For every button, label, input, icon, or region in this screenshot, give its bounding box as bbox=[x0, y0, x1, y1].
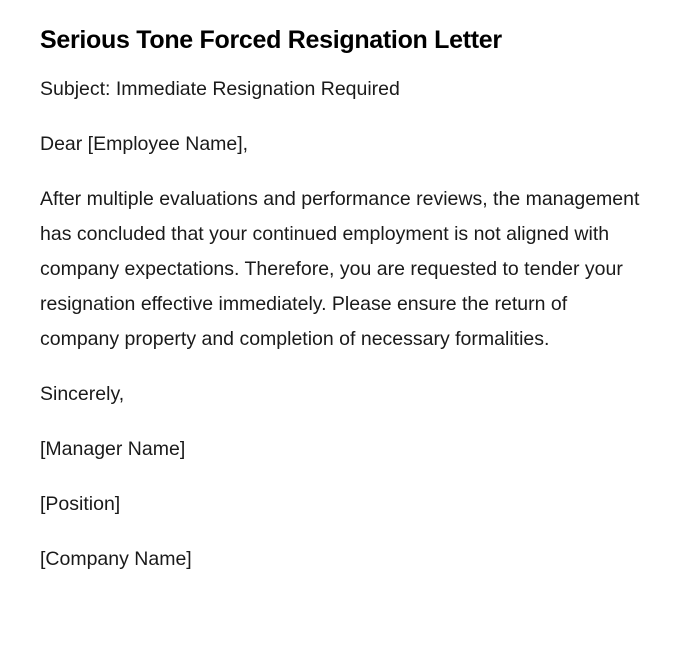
page-title: Serious Tone Forced Resignation Letter bbox=[40, 26, 502, 54]
body-paragraph: After multiple evaluations and performance reviews, the management has concluded that your continued employment is not aligned with company expectations. Therefore, you are requested to tender your resignation effective immediately. Please ensure the return of company property and completion of necessary formalities. bbox=[40, 188, 640, 350]
greeting: Dear [Employee Name], bbox=[40, 133, 249, 155]
closing: Sincerely, bbox=[40, 383, 125, 405]
company-name: [Company Name] bbox=[40, 548, 192, 570]
subject-line: Subject: Immediate Resignation Required bbox=[40, 78, 400, 100]
manager-name: [Manager Name] bbox=[40, 438, 186, 460]
position: [Position] bbox=[40, 493, 121, 515]
